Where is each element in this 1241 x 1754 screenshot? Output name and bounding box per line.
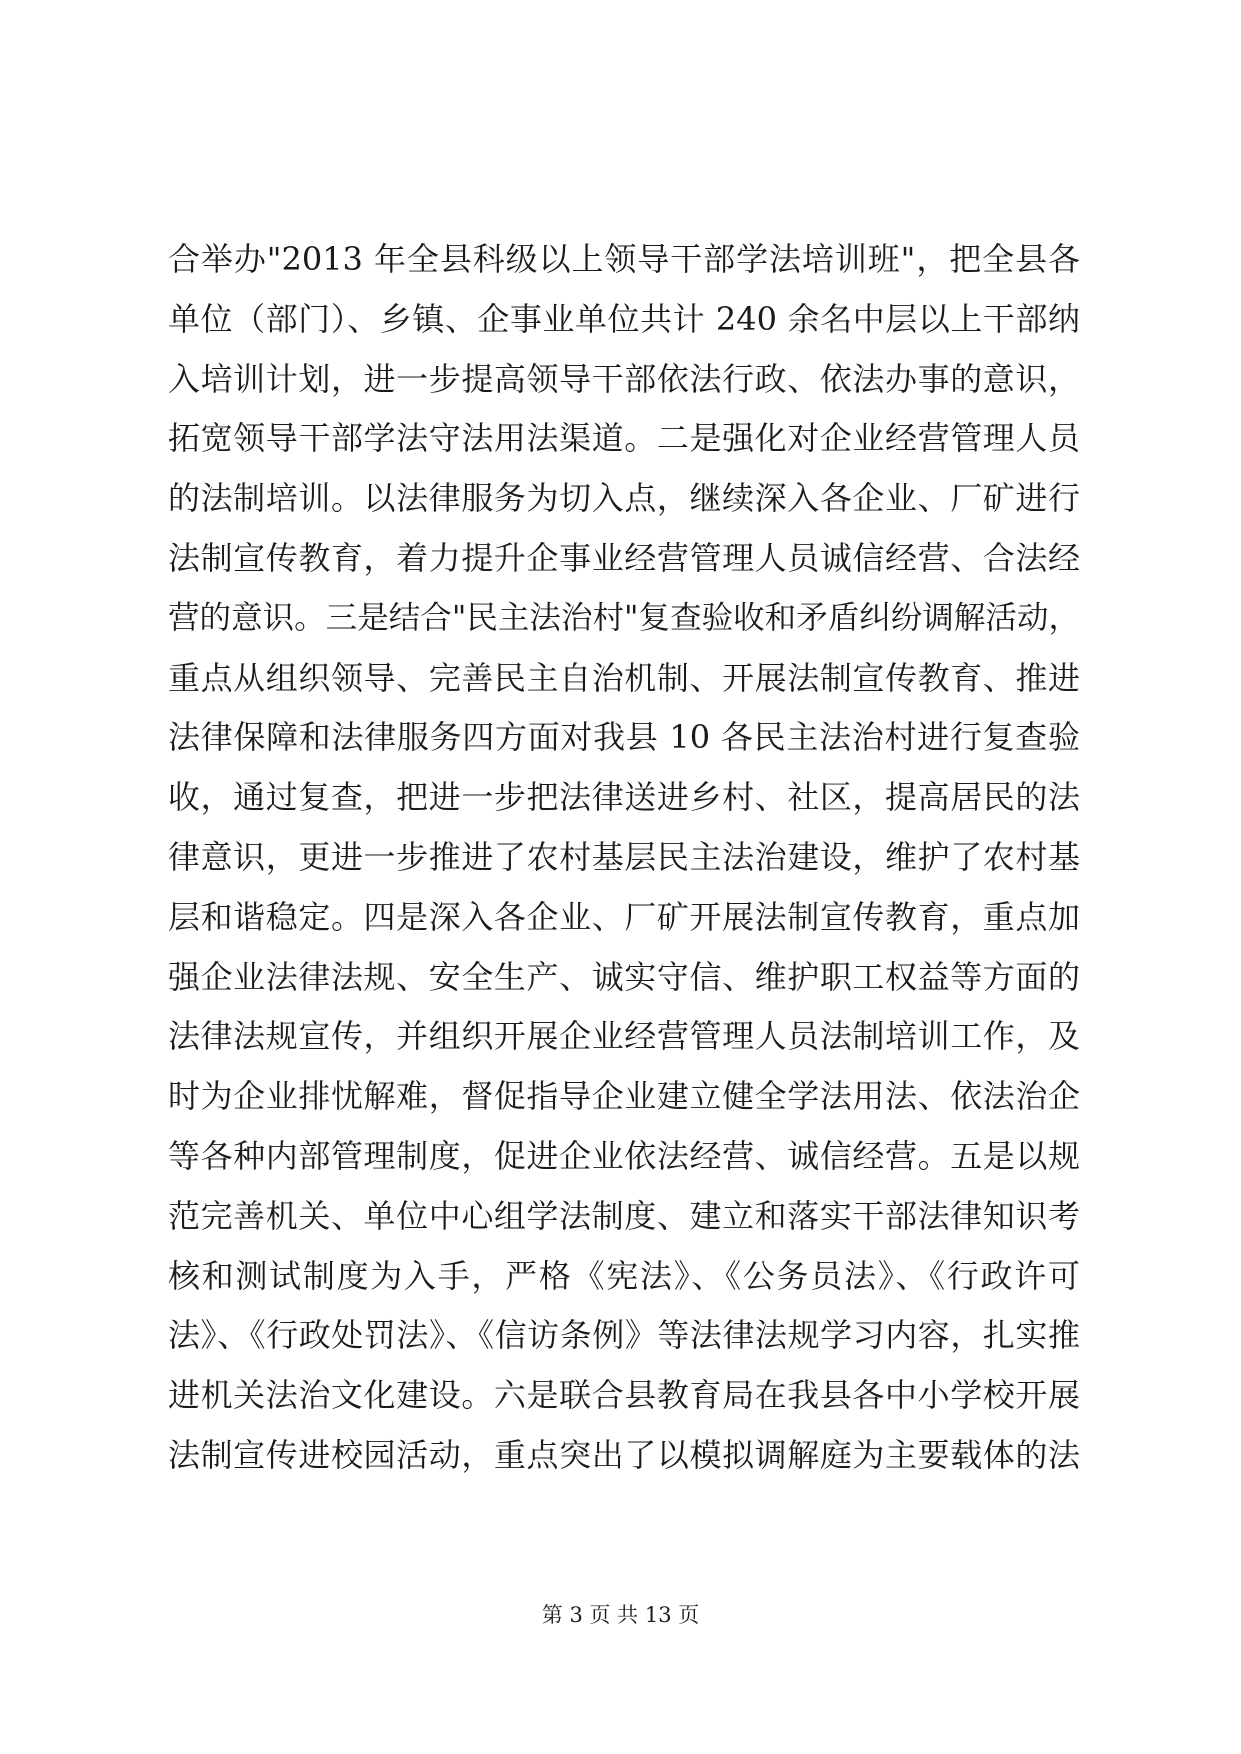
text-line: 核和测试制度为入手，严格《宪法》、《公务员法》、《行政许可 xyxy=(168,1256,1080,1295)
text-line: 收，通过复查，把进一步把法律送进乡村、社区，提高居民的法 xyxy=(168,778,1080,817)
text-line: 的法制培训。以法律服务为切入点，继续深入各企业、厂矿进行 xyxy=(168,479,1080,518)
text-line: 进机关法治文化建设。六是联合县教育局在我县各中小学校开展 xyxy=(168,1376,1080,1415)
text-line: 时为企业排忧解难，督促指导企业建立健全学法用法、依法治企 xyxy=(168,1077,1080,1116)
text-line: 等各种内部管理制度，促进企业依法经营、诚信经营。五是以规 xyxy=(168,1136,1080,1175)
text-line: 范完善机关、单位中心组学法制度、建立和落实干部法律知识考 xyxy=(168,1196,1080,1235)
text-line: 法制宣传教育，着力提升企事业经营管理人员诚信经营、合法经 xyxy=(168,538,1080,577)
text-line: 入培训计划，进一步提高领导干部依法行政、依法办事的意识， xyxy=(168,359,1080,398)
text-line: 法》、《行政处罚法》、《信访条例》等法律法规学习内容，扎实推 xyxy=(168,1316,1080,1355)
text-line: 营的意识。三是结合"民主法治村"复查验收和矛盾纠纷调解活动， xyxy=(168,599,1080,636)
text-line: 法律法规宣传，并组织开展企业经营管理人员法制培训工作，及 xyxy=(168,1017,1080,1056)
text-line: 层和谐稳定。四是深入各企业、厂矿开展法制宣传教育，重点加 xyxy=(168,897,1080,936)
text-line: 律意识，更进一步推进了农村基层民主法治建设，维护了农村基 xyxy=(168,837,1080,876)
text-line: 重点从组织领导、完善民主自治机制、开展法制宣传教育、推进 xyxy=(168,658,1080,697)
text-line: 单位（部门）、乡镇、企事业单位共计 240 余名中层以上干部纳 xyxy=(168,299,1080,338)
text-line: 强企业法律法规、安全生产、诚实守信、维护职工权益等方面的 xyxy=(168,957,1080,996)
page-number-footer: 第 3 页 共 13 页 xyxy=(541,1603,700,1627)
text-line: 法制宣传进校园活动，重点突出了以模拟调解庭为主要载体的法 xyxy=(168,1435,1080,1474)
text-line: 拓宽领导干部学法守法用法渠道。二是强化对企业经营管理人员 xyxy=(168,419,1080,458)
text-line: 合举办"2013 年全县科级以上领导干部学法培训班"，把全县各 xyxy=(168,240,1080,278)
text-line: 法律保障和法律服务四方面对我县 10 各民主法治村进行复查验 xyxy=(168,718,1080,757)
body-paragraph xyxy=(168,230,1080,1486)
